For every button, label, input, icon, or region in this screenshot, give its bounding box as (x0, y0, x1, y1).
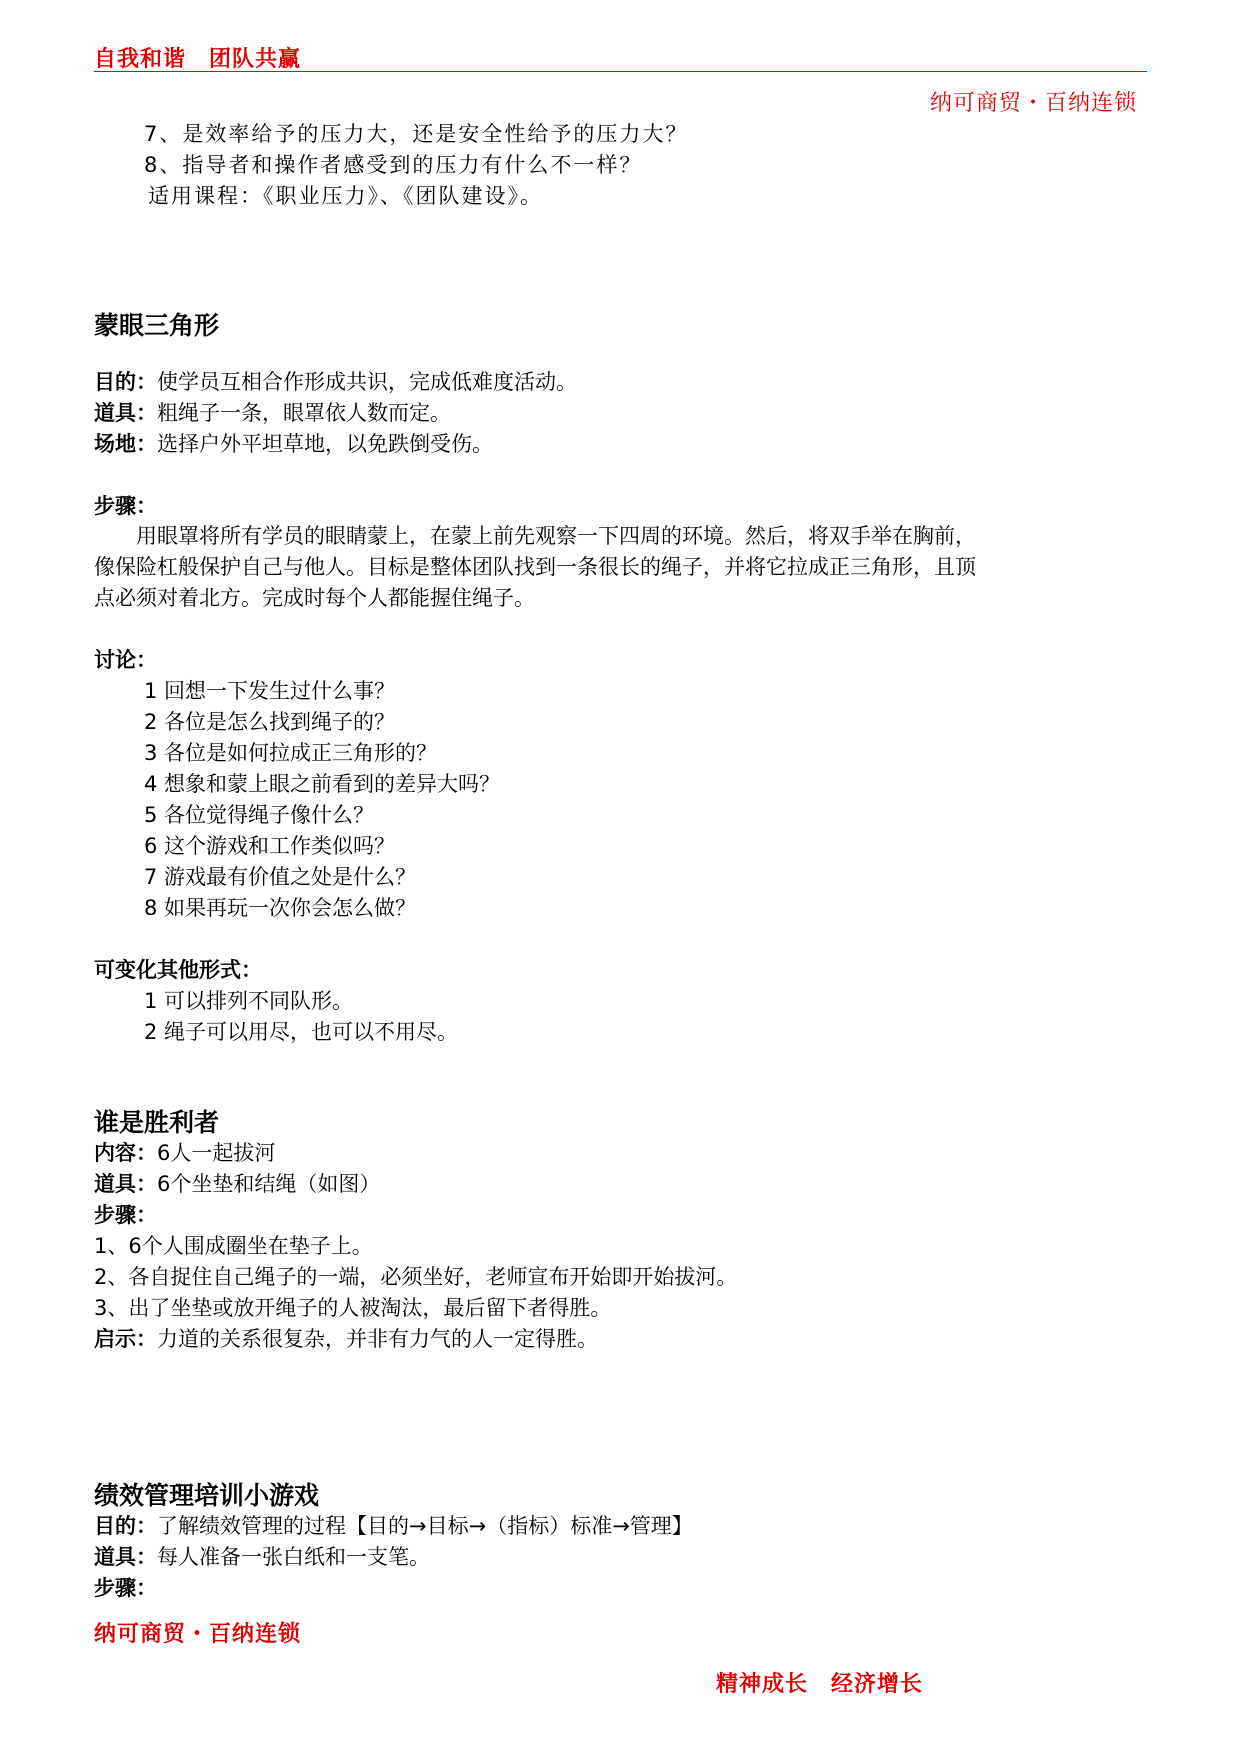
game2-step: 3、出了坐垫或放开绳子的人被淘汰，最后留下者得胜。 (94, 1296, 612, 1320)
game2-steps-label: 步骤： (94, 1203, 157, 1227)
game2-props-label: 道具： (94, 1172, 157, 1196)
game2-insight-label: 启示： (94, 1327, 157, 1351)
variant-item: 2 绳子可以用尽，也可以不用尽。 (144, 1020, 459, 1044)
discussion-item: 6 这个游戏和工作类似吗？ (144, 834, 396, 858)
game1-venue-text: 选择户外平坦草地，以免跌倒受伤。 (157, 432, 493, 456)
game1-props (94, 398, 451, 429)
game2-step: 2、各自捉住自己绳子的一端，必须坐好，老师宣布开始即开始拔河。 (94, 1265, 738, 1289)
applicable-courses: 适用课程：《职业压力》、《团队建设》。 (148, 184, 543, 208)
game1-steps-line: 点必须对着北方。完成时每个人都能握住绳子。 (94, 586, 535, 610)
discussion-item: 5 各位觉得绳子像什么？ (144, 803, 375, 827)
question-7: 7、是效率给予的压力大，还是安全性给予的压力大？ (144, 122, 689, 146)
game2-title: 谁是胜利者 (94, 1108, 220, 1137)
game3-props-text: 每人准备一张白纸和一支笔。 (157, 1545, 430, 1569)
game1-purpose-label: 目的： (94, 370, 157, 394)
game2-props (94, 1169, 380, 1200)
variant-item: 1 可以排列不同队形。 (144, 989, 354, 1013)
game1-steps-label: 步骤： (94, 494, 157, 518)
game3-purpose-text: 了解绩效管理的过程【目的→目标→（指标）标准→管理】 (157, 1514, 693, 1538)
game1-venue (94, 429, 493, 460)
game1-discussion-label: 讨论： (94, 648, 157, 672)
game2-insight (94, 1324, 598, 1355)
game1-props-text: 粗绳子一条，眼罩依人数而定。 (157, 401, 451, 425)
game3-props-label: 道具： (94, 1545, 157, 1569)
game3-props (94, 1542, 430, 1573)
header-divider (94, 71, 1147, 72)
discussion-item: 3 各位是如何拉成正三角形的？ (144, 741, 438, 765)
discussion-item: 7 游戏最有价值之处是什么？ (144, 865, 417, 889)
discussion-item: 8 如果再玩一次你会怎么做？ (144, 896, 417, 920)
game1-variants-label: 可变化其他形式： (94, 958, 262, 982)
game2-step: 1、6个人围成圈坐在垫子上。 (94, 1234, 373, 1258)
game1-venue-label: 场地： (94, 432, 157, 456)
footer-right-slogan: 精神成长 经济增长 (716, 1672, 924, 1697)
game3-steps-label: 步骤： (94, 1576, 157, 1600)
discussion-item: 2 各位是怎么找到绳子的？ (144, 710, 396, 734)
discussion-item: 4 想象和蒙上眼之前看到的差异大吗？ (144, 772, 501, 796)
discussion-item: 1 回想一下发生过什么事？ (144, 679, 396, 703)
header-left-slogan: 自我和谐 团队共赢 (94, 47, 302, 72)
header-right-brand: 纳可商贸・百纳连锁 (930, 91, 1138, 116)
game1-title: 蒙眼三角形 (94, 311, 220, 340)
game2-insight-text: 力道的关系很复杂，并非有力气的人一定得胜。 (157, 1327, 598, 1351)
game1-steps-line: 用眼罩将所有学员的眼睛蒙上，在蒙上前先观察一下四周的环境。然后，将双手举在胸前， (94, 524, 976, 548)
game3-purpose (94, 1511, 693, 1542)
game1-purpose (94, 367, 577, 398)
game2-content-label: 内容： (94, 1141, 157, 1165)
game1-steps-line: 像保险杠般保护自己与他人。目标是整体团队找到一条很长的绳子，并将它拉成正三角形，且顶 (94, 555, 976, 579)
question-8: 8、指导者和操作者感受到的压力有什么不一样？ (144, 153, 643, 177)
game2-content (94, 1138, 275, 1169)
footer-left-brand: 纳可商贸・百纳连锁 (94, 1622, 302, 1647)
game2-content-text: 6人一起拔河 (157, 1141, 276, 1165)
game1-purpose-text: 使学员互相合作形成共识，完成低难度活动。 (157, 370, 577, 394)
game3-purpose-label: 目的： (94, 1514, 157, 1538)
game1-props-label: 道具： (94, 401, 157, 425)
game3-title: 绩效管理培训小游戏 (94, 1481, 320, 1510)
game2-props-text: 6个坐垫和结绳（如图） (157, 1172, 381, 1196)
